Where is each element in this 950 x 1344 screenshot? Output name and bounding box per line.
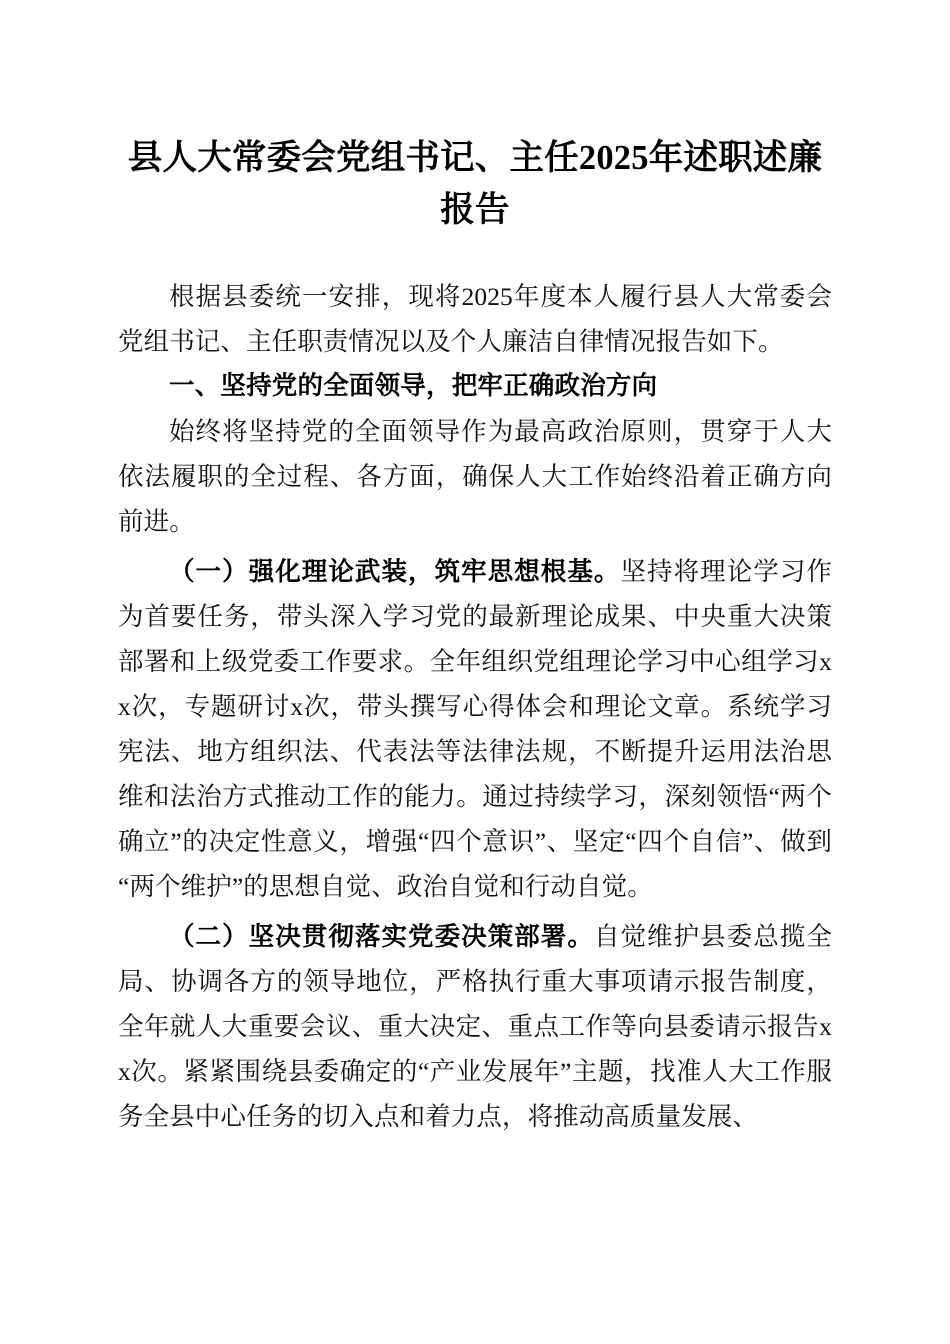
paragraph-item-2 <box>118 914 832 1139</box>
paragraph-item-1-lead: （一）强化理论武装，筑牢思想根基。 <box>169 557 621 586</box>
document-body <box>118 0 832 1139</box>
page-title-line-1: 县人大常委会党组书记、主任2025年述职述 <box>127 139 788 177</box>
paragraph-item-1 <box>118 549 832 909</box>
page-title-line-2: 廉报告 <box>440 139 823 229</box>
paragraph-item-2-text: 自觉维护县委总揽全局、协调各方的领导地位，严格执行重大事项请示报告制度，全年就人大重要会议、重大决定、重点工作等向县委请示报告xx次。紧紧围绕县委确定的“产业发展年”主题，找准人大工作服务全县中心任务的切入点和着力点，将推动高质量发展、 <box>118 922 832 1131</box>
section-heading-1: 一、坚持党的全面领导，把牢正确政治方向 <box>169 372 658 400</box>
page-title <box>118 0 832 236</box>
paragraph-item-2-lead: （二）坚决贯彻落实党委决策部署。 <box>169 922 594 951</box>
paragraph-intro: 根据县委统一安排，现将2025年度本人履行县人大常委会党组书记、主任职责情况以及个人廉洁自律情况报告如下。 <box>118 282 832 356</box>
paragraph-item-1-text: 坚持将理论学习作为首要任务，带头深入学习党的最新理论成果、中央重大决策部署和上级党委工作要求。全年组织党组理论学习中心组学习xx次，专题研讨x次，带头撰写心得体会和理论文章。系统学习宪法、地方组织法、代表法等法律法规，不断提升运用法治思维和法治方式推动工作的能力。通过持续学习，深刻领悟“两个确立”的决定性意义，增强“四个意识”、坚定“四个自信”、做到“两个维护”的思想自觉、政治自觉和行动自觉。 <box>118 557 832 901</box>
paragraph-body-1: 始终将坚持党的全面领导作为最高政治原则，贯穿于人大依法履职的全过程、各方面，确保人大工作始终沿着正确方向前进。 <box>118 417 832 536</box>
